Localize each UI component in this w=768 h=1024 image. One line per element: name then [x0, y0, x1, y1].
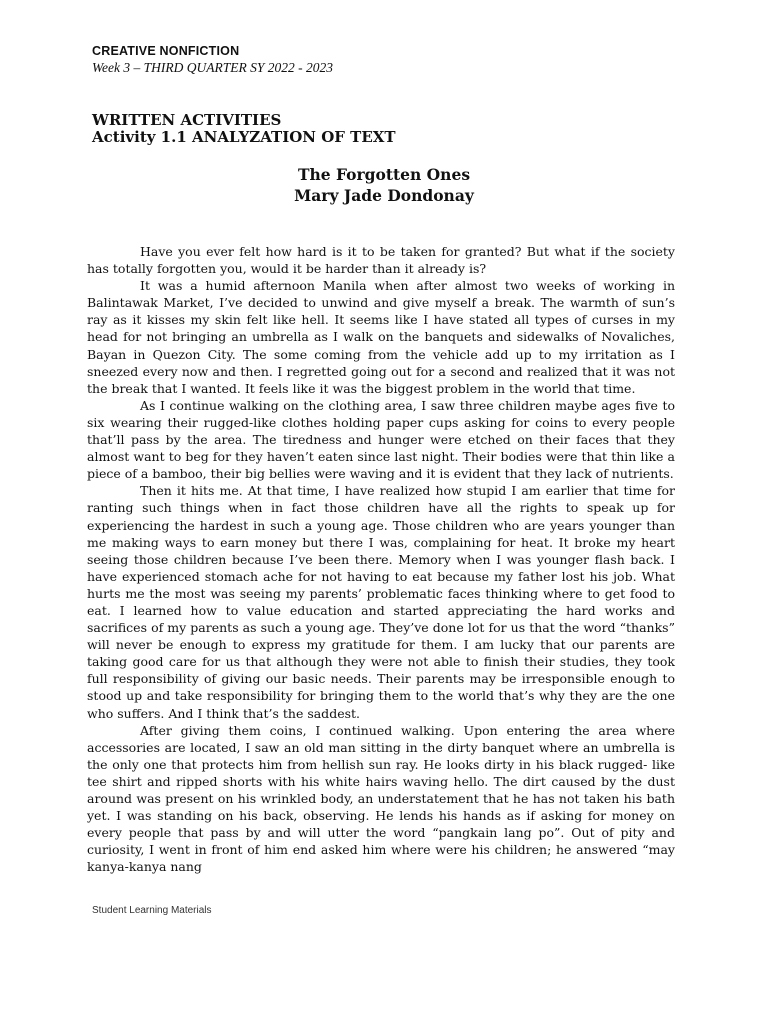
essay-title-block: [0, 164, 768, 206]
subject-heading: CREATIVE NONFICTION: [92, 44, 240, 58]
week-quarter-line: Week 3 – THIRD QUARTER SY 2022 - 2023: [92, 60, 333, 75]
paragraph: It was a humid afternoon Manila when after almost two weeks of working in Balintawak Market, I’ve decided to unwind and give myself a break. The warmth of sun’s ray as it kisses my skin felt like hell. It seems like I have stated all types of curses in my head for not bringing an umbrella as I walk on the banquets and sidewalks of Novaliches, Bayan in Quezon City. The some coming from the vehicle add up to my irritation as I sneezed every now and then. I regretted going out for a second and realized that it was not the break that I wanted. It feels like it was the biggest problem in the world that time.: [87, 278, 675, 396]
paragraph: Then it hits me. At that time, I have realized how stupid I am earlier that time for ranting such things when in fact those children have all the rights to speak up for experiencing the hardest in such a young age. Those children who are years younger than me making ways to earn money but there I was, complaining for heat. It broke my heart seeing those children because I’ve been there. Memory when I was younger flash back. I have experienced stomach ache for not having to eat because my father lost his job. What hurts me the most was seeing my parents’ problematic faces thinking where to get food to eat. I learned how to value education and started appreciating the hard works and sacrifices of my parents as such a young age. They’ve done lot for us that the word “thanks” will never be enough to express my gratitude for them. I am lucky that our parents are taking good care for us that although they were not able to finish their studies, they took full responsibility of giving our basic needs. Their parents may be irresponsible enough to stood up and take responsibility for bringing them to the world that’s why they are the one who suffers. And I think that’s the saddest.: [87, 483, 675, 721]
paragraph: After giving them coins, I continued walking. Upon entering the area where accessories are located, I saw an old man sitting in the dirty banquet where an umbrella is the only one that protects him from hellish sun ray. He looks dirty in his black rugged- like tee shirt and ripped shorts with his white hairs waving hello. The dirt caused by the dust around was present on his wrinkled body, an understatement that he has not taken his bath yet. I was standing on his back, observing. He lends his hands as if asking for money on every people that pass by and will utter the word “pangkain lang po”. Out of pity and curiosity, I went in front of him end asked him where were his children; he answered “may kanya-kanya nang: [87, 722, 675, 875]
page-footer: Student Learning Materials: [92, 905, 212, 916]
essay-author: Mary Jade Dondonay: [294, 186, 474, 205]
essay-title: The Forgotten Ones: [297, 165, 471, 184]
essay-body: [87, 243, 675, 875]
paragraph: As I continue walking on the clothing area, I saw three children maybe ages five to six wearing their rugged-like clothes holding paper cups asking for coins to every people that’ll pass by the area. The tiredness and hunger were etched on their faces that they almost want to beg for they haven’t eaten since last night. Their bodies were that thin like a piece of a bamboo, their big bellies were waving and it is evident that they lack of nutrients.: [87, 397, 675, 482]
activity-title: Activity 1.1 ANALYZATION OF TEXT: [92, 128, 396, 146]
paragraph: Have you ever felt how hard is it to be taken for granted? But what if the society has totally forgotten you, would it be harder than it already is?: [87, 244, 675, 277]
section-title: WRITTEN ACTIVITIES: [92, 111, 282, 129]
activity-heading: [92, 112, 396, 146]
